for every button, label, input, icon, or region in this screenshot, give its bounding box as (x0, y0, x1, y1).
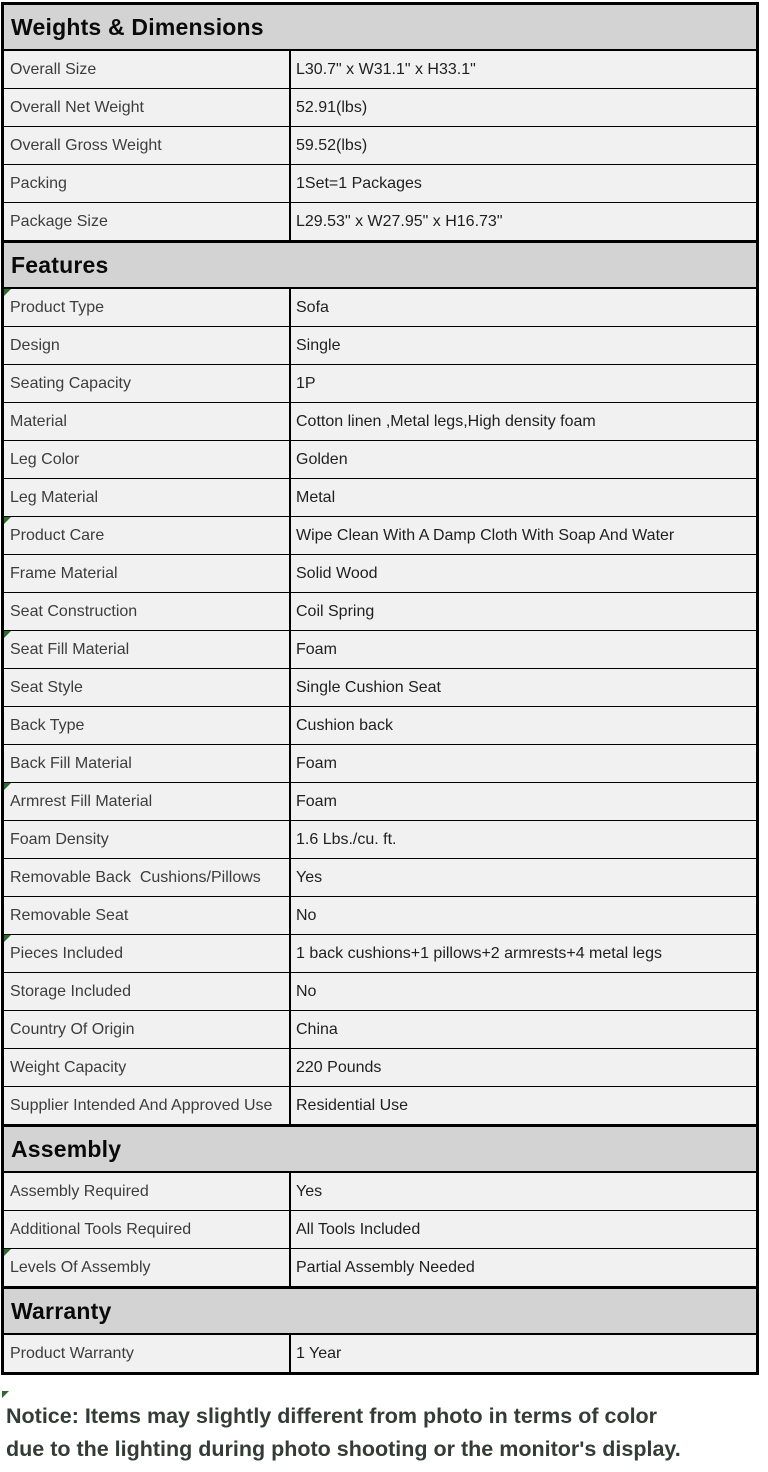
spec-value: 220 Pounds (296, 1058, 382, 1076)
section-header-warranty (4, 1287, 756, 1335)
spec-value: Yes (296, 868, 323, 886)
spec-label: Design (4, 327, 291, 364)
spec-value: Residential Use (296, 1096, 409, 1114)
spec-label: Country Of Origin (4, 1011, 291, 1048)
spec-value: L30.7" x W31.1" x H33.1" (296, 60, 476, 78)
spec-value: Metal (296, 488, 336, 506)
spec-row-assembly-required (4, 1173, 756, 1211)
spec-row-leg-material (4, 479, 756, 517)
spec-value: L29.53" x W27.95" x H16.73" (296, 212, 503, 230)
comment-flag-icon (4, 517, 11, 524)
spec-label: Additional Tools Required (4, 1211, 291, 1248)
spec-row-overall-size (4, 51, 756, 89)
spec-value: Coil Spring (296, 602, 375, 620)
spec-value: All Tools Included (296, 1220, 421, 1238)
spec-value: Yes (296, 1182, 323, 1200)
section-title: Features (11, 251, 109, 278)
spec-label: Back Type (4, 707, 291, 744)
spec-value: No (296, 906, 317, 924)
section-header-features (4, 241, 756, 289)
spec-label: Supplier Intended And Approved Use (4, 1087, 291, 1124)
spec-value: Sofa (296, 298, 329, 316)
spec-label: Overall Gross Weight (4, 127, 291, 164)
spec-value: Single (296, 336, 341, 354)
spec-row-seating-capacity (4, 365, 756, 403)
spec-row-country-of-origin (4, 1011, 756, 1049)
spec-value: 59.52(lbs) (296, 136, 368, 154)
spec-label: Frame Material (4, 555, 291, 592)
spec-value: China (296, 1020, 338, 1038)
spec-label: Packing (4, 165, 291, 202)
spec-value: Wipe Clean With A Damp Cloth With Soap And Water (296, 526, 675, 544)
spec-row-leg-color (4, 441, 756, 479)
spec-label: Removable Back Cushions/Pillows (4, 859, 291, 896)
spec-row-seat-style (4, 669, 756, 707)
spec-value: Cotton linen ,Metal legs,High density foam (296, 412, 596, 430)
spec-label: Storage Included (4, 973, 291, 1010)
spec-row-product-care (4, 517, 756, 555)
spec-value: 52.91(lbs) (296, 98, 368, 116)
spec-label: Seat Style (4, 669, 291, 706)
spec-label: Levels Of Assembly (4, 1249, 291, 1286)
spec-row-back-type (4, 707, 756, 745)
spec-label: Product Care (4, 517, 291, 554)
spec-row-seat-fill-material (4, 631, 756, 669)
comment-flag-icon (4, 631, 11, 638)
spec-label: Product Warranty (4, 1335, 291, 1372)
spec-value: 1 Year (296, 1344, 342, 1362)
spec-label: Overall Size (4, 51, 291, 88)
section-header-weights-dimensions (4, 5, 756, 51)
section-title: Weights & Dimensions (11, 13, 264, 40)
spec-label: Package Size (4, 203, 291, 240)
notice-line-2: due to the lighting during photo shooting or the monitor's display. (6, 1437, 681, 1461)
spec-row-removable-seat (4, 897, 756, 935)
section-title: Assembly (11, 1135, 122, 1162)
spec-value: Solid Wood (296, 564, 378, 582)
spec-value: Golden (296, 450, 348, 468)
section-title: Warranty (11, 1297, 112, 1324)
spec-row-product-warranty (4, 1335, 756, 1372)
spec-label: Leg Material (4, 479, 291, 516)
comment-flag-icon (4, 289, 11, 296)
comment-flag-icon (4, 935, 11, 942)
spec-label: Seating Capacity (4, 365, 291, 402)
spec-label: Pieces Included (4, 935, 291, 972)
spec-label: Weight Capacity (4, 1049, 291, 1086)
spec-value: 1Set=1 Packages (296, 174, 422, 192)
spec-value: No (296, 982, 317, 1000)
spec-value: Partial Assembly Needed (296, 1258, 475, 1276)
spec-label: Overall Net Weight (4, 89, 291, 126)
spec-label: Back Fill Material (4, 745, 291, 782)
spec-row-overall-net-weight (4, 89, 756, 127)
spec-label: Armrest Fill Material (4, 783, 291, 820)
spec-row-supplier-intended-and-approved-use (4, 1087, 756, 1125)
spec-row-additional-tools-required (4, 1211, 756, 1249)
spec-value: 1.6 Lbs./cu. ft. (296, 830, 397, 848)
spec-value: Cushion back (296, 716, 393, 734)
spec-row-pieces-included (4, 935, 756, 973)
notice-line-1: Notice: Items may slightly different from photo in terms of color (6, 1404, 658, 1428)
spec-row-overall-gross-weight (4, 127, 756, 165)
comment-flag-icon (2, 1391, 9, 1398)
spec-row-seat-construction (4, 593, 756, 631)
spec-value: 1P (296, 374, 316, 392)
spec-label: Assembly Required (4, 1173, 291, 1210)
notice (6, 1400, 764, 1466)
spec-row-packing (4, 165, 756, 203)
spec-label: Leg Color (4, 441, 291, 478)
spec-row-material (4, 403, 756, 441)
spec-row-product-type (4, 289, 756, 327)
spec-row-weight-capacity (4, 1049, 756, 1087)
spec-label: Product Type (4, 289, 291, 326)
spec-row-back-fill-material (4, 745, 756, 783)
spec-label: Removable Seat (4, 897, 291, 934)
spec-row-levels-of-assembly (4, 1249, 756, 1287)
comment-flag-icon (4, 1249, 11, 1256)
spec-value: Foam (296, 640, 337, 658)
spec-row-frame-material (4, 555, 756, 593)
spec-row-design (4, 327, 756, 365)
spec-row-package-size (4, 203, 756, 241)
spec-label: Foam Density (4, 821, 291, 858)
section-header-assembly (4, 1125, 756, 1173)
spec-row-storage-included (4, 973, 756, 1011)
spec-label: Material (4, 403, 291, 440)
product-spec-table (1, 2, 759, 1375)
spec-label: Seat Construction (4, 593, 291, 630)
spec-value: Foam (296, 754, 337, 772)
spec-value: Single Cushion Seat (296, 678, 441, 696)
spec-value: Foam (296, 792, 337, 810)
spec-value: 1 back cushions+1 pillows+2 armrests+4 metal legs (296, 944, 662, 962)
comment-flag-icon (4, 783, 11, 790)
spec-label: Seat Fill Material (4, 631, 291, 668)
spec-row-removable-back-cushions-pillows (4, 859, 756, 897)
spec-row-foam-density (4, 821, 756, 859)
spec-row-armrest-fill-material (4, 783, 756, 821)
